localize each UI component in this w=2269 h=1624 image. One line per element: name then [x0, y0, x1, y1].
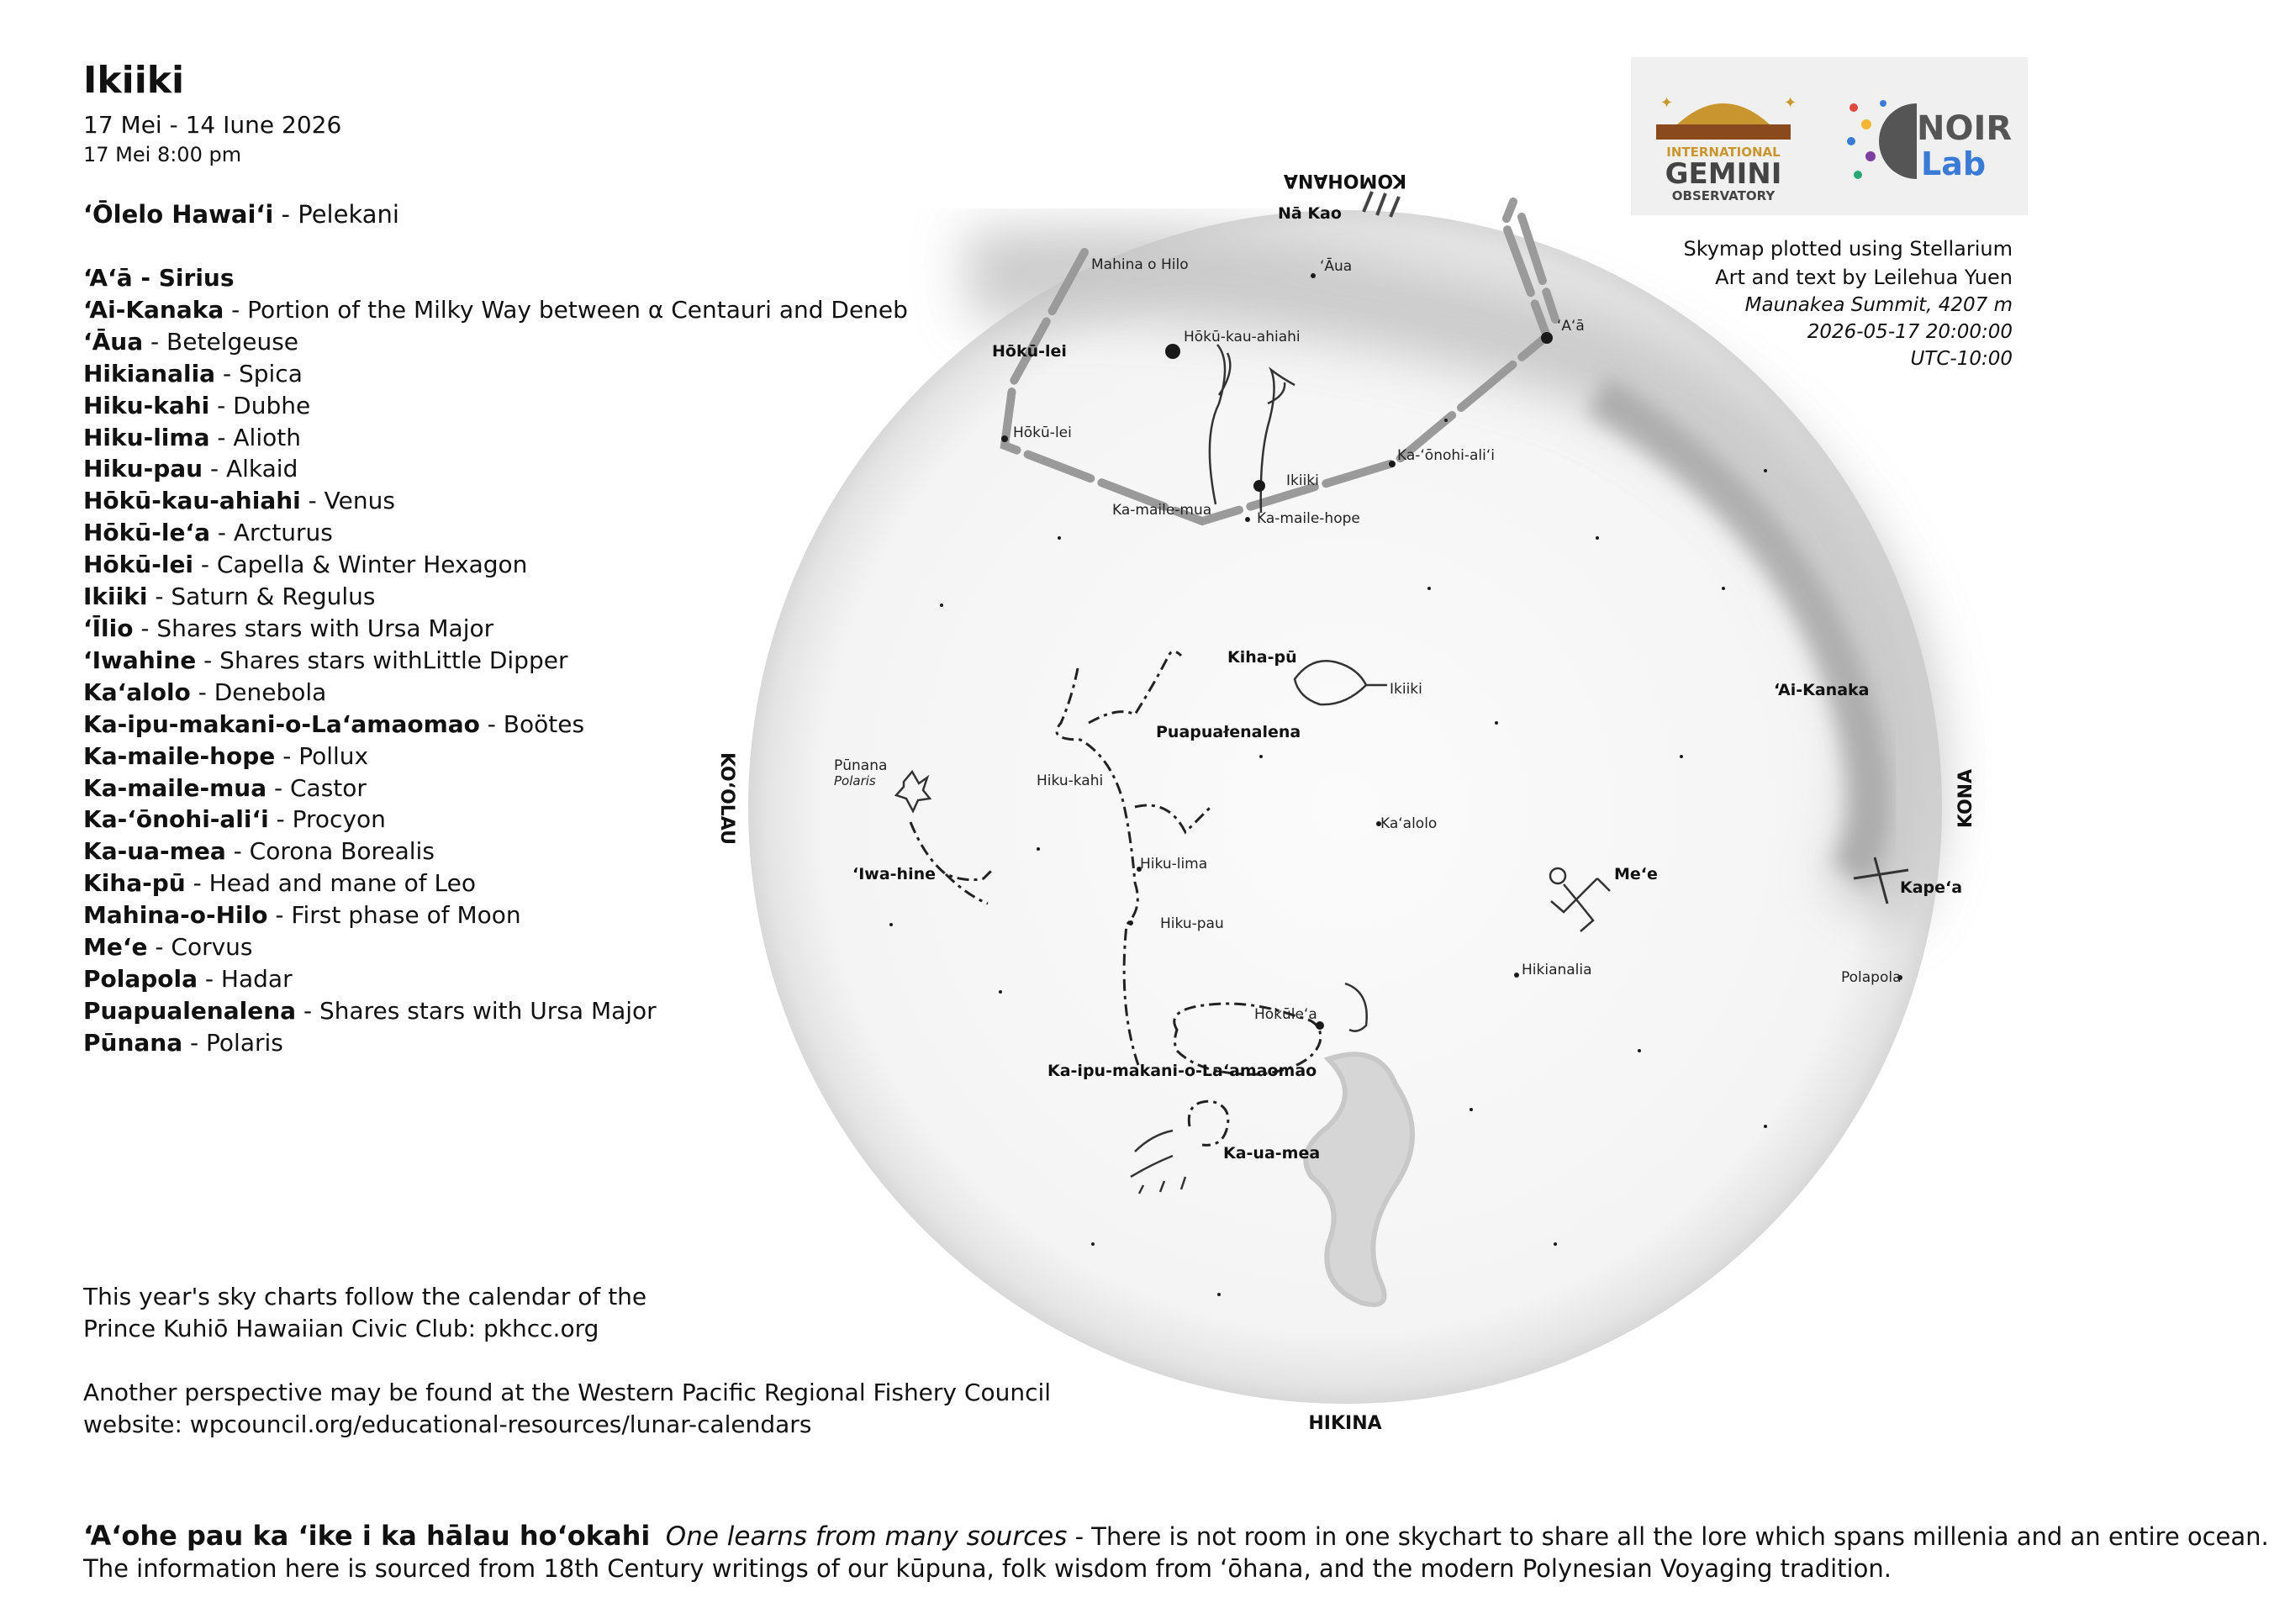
legend-item	[83, 836, 908, 867]
label-mahina-o-hilo: Mahina o Hilo	[1091, 256, 1189, 273]
legend-desc: - Boötes	[479, 709, 585, 738]
legend-desc: - Hadar	[198, 964, 293, 993]
legend-item	[83, 963, 908, 995]
legend-item	[83, 326, 908, 358]
page-title: Ikiiki	[83, 59, 185, 102]
label-hoku-lei: Hōkū-lei	[1013, 424, 1072, 441]
sparkle-icon: ✦	[1660, 94, 1674, 112]
label-ikiiki-top: Ikiiki	[1286, 472, 1319, 489]
legend-item	[83, 358, 908, 390]
legend-term: Kaʻalolo	[83, 678, 191, 706]
footer-text1: - There is not room in one skychart to share all the lore which spans millenia and an entire ocean.	[1067, 1522, 2269, 1551]
cardinal-koolau: KOʻOLAU	[716, 751, 737, 846]
legend-term: Pūnana	[83, 1028, 183, 1057]
label-polapola: Polapola	[1841, 969, 1902, 986]
label-ka-ipu: Ka-ipu-makani-o-Laʻamaomao	[1047, 1062, 1317, 1080]
legend-term: ʻAʻā - Sirius	[83, 264, 235, 292]
logo-panel	[1631, 57, 2028, 215]
legend-term: Ka-ua-mea	[83, 837, 226, 866]
legend-item	[83, 517, 908, 549]
legend-term: Hiku-lima	[83, 423, 210, 451]
language-line	[83, 200, 399, 229]
gemini-line1: INTERNATIONAL	[1666, 145, 1781, 160]
footer-line1	[83, 1520, 2269, 1552]
label-aua: ʻĀua	[1320, 258, 1353, 275]
legend-desc: - Alkaid	[203, 455, 298, 483]
perspective-note-line1: Another perspective may be found at the Western Pacific Regional Fishery Council	[83, 1379, 1052, 1406]
legend-term: Polapola	[83, 964, 198, 993]
label-kaalolo: Kaʻalolo	[1380, 815, 1438, 832]
legend-desc: - Head and mane of Leo	[185, 869, 476, 898]
noirlab-logo	[1847, 100, 2012, 182]
legend-item	[83, 1027, 908, 1059]
label-iwa-hine: ʻIwa-hine	[852, 865, 936, 883]
legend-term: ʻAi-Kanaka	[83, 295, 224, 324]
legend-desc: - Castor	[266, 773, 367, 802]
legend-term: Hikianalia	[83, 359, 216, 388]
calendar-note-line1: This year's sky charts follow the calendar of the	[83, 1283, 647, 1310]
legend-term: ʻĀua	[83, 327, 144, 356]
calendar-note-line2: Prince Kuhiō Hawaiian Civic Club: pkhcc.org	[83, 1315, 599, 1342]
legend-term: Hōkū-lei	[83, 551, 194, 579]
language-separator: -	[273, 200, 298, 229]
legend-item	[83, 485, 908, 517]
label-hikianalia: Hikianalia	[1522, 962, 1592, 978]
legend-term: Ka-ipu-makani-o-Laʻamaomao	[83, 709, 480, 738]
legend-desc: - Corvus	[147, 933, 253, 962]
label-puapualenalena: Puapuałenalena	[1156, 723, 1301, 741]
label-mee: Meʻe	[1614, 865, 1658, 883]
legend-term: ʻĪlio	[83, 614, 134, 642]
credits-timestamp: 2026-05-17 20:00:00	[1807, 321, 2013, 343]
label-na-kao: Nā Kao	[1278, 204, 1342, 223]
legend-item	[83, 422, 908, 454]
footer-translation: One learns from many sources	[665, 1521, 1068, 1552]
label-hoku-kau-ahiahi: Hōkū-kau-ahiahi	[1184, 329, 1301, 345]
legend-item	[83, 741, 908, 772]
label-ai-kanaka: ʻAi-Kanaka	[1774, 681, 1870, 699]
legend-desc: - Shares stars with Ursa Major	[133, 614, 494, 642]
star-legend	[83, 262, 908, 1059]
legend-term: ʻIwahine	[83, 646, 197, 674]
legend-desc: - Alioth	[209, 423, 301, 451]
legend-desc: - Shares stars withLittle Dipper	[196, 646, 568, 674]
legend-item	[83, 613, 908, 645]
legend-desc: - Procyon	[268, 805, 386, 834]
legend-item	[83, 772, 908, 804]
legend-item	[83, 645, 908, 677]
legend-desc: - Dubhe	[209, 391, 311, 419]
legend-item	[83, 995, 908, 1027]
label-aa: ʻAʻā	[1557, 318, 1585, 335]
label-hiku-pau: Hiku-pau	[1160, 915, 1224, 932]
credits-location: Maunakea Summit, 4207 m	[1744, 294, 2013, 316]
legend-desc: - Saturn & Regulus	[147, 583, 376, 611]
legend-item	[83, 453, 908, 485]
legend-term: Ikiiki	[83, 583, 148, 611]
calendar-note	[83, 1281, 646, 1345]
legend-item	[83, 262, 908, 294]
cardinal-kona: KONA	[1955, 768, 1976, 829]
legend-item	[83, 931, 908, 963]
cardinal-hikina: HIKINA	[1308, 1413, 1382, 1434]
legend-term: Puapualenalena	[83, 996, 297, 1025]
chart-datetime: 17 Mei 8:00 pm	[83, 143, 242, 166]
credits-line1: Skymap plotted using Stellarium	[1683, 237, 2013, 261]
credits-line2: Art and text by Leilehua Yuen	[1715, 266, 2013, 289]
legend-term: Ka-maile-mua	[83, 773, 267, 802]
legend-term: Hiku-pau	[83, 455, 203, 483]
footer-proverb: ʻAʻohe pau ka ʻike i ka hālau hoʻokahi	[83, 1520, 651, 1552]
legend-desc: - Pollux	[275, 741, 369, 770]
perspective-note	[83, 1377, 1051, 1441]
legend-term: Hiku-kahi	[83, 391, 210, 419]
label-ka-onohi-alii: Ka-ʻōnohi-aliʻi	[1397, 447, 1496, 464]
gemini-line2: GEMINI	[1665, 157, 1782, 191]
legend-desc: - Betelgeuse	[143, 327, 299, 356]
perspective-note-line2: website: wpcouncil.org/educational-resources/lunar-calendars	[83, 1410, 812, 1438]
date-range: 17 Mei - 14 Iune 2026	[83, 111, 342, 139]
label-hiku-lima: Hiku-lima	[1140, 856, 1208, 873]
legend-desc: - Spica	[215, 359, 303, 388]
legend-item	[83, 899, 908, 931]
legend-desc: - Corona Borealis	[225, 837, 435, 866]
gemini-logo	[1656, 94, 1797, 203]
legend-term: Kiha-pū	[83, 869, 186, 898]
sparkle-icon: ✦	[1784, 94, 1797, 112]
legend-desc: - Portion of the Milky Way between α Centauri and Deneb	[224, 295, 908, 324]
label-ka-maile-mua: Ka-maile-mua	[1112, 502, 1212, 519]
noir-line2: Lab	[1921, 145, 1987, 182]
footer-line2: The information here is sourced from 18th Century writings of our kūpuna, folk wisdom from ʻōhana, and the modern Polynesian Voyaging tradition.	[83, 1554, 1892, 1583]
legend-item	[83, 804, 908, 836]
legend-item	[83, 677, 908, 709]
credits-timezone: UTC-10:00	[1910, 348, 2013, 370]
legend-term: Hōkū-leʻa	[83, 519, 210, 547]
legend-term: Ka-ʻōnohi-aliʻi	[83, 805, 269, 834]
label-polaris: Polaris	[834, 773, 876, 788]
language-value: Pelekani	[298, 200, 399, 229]
language-name: ʻŌlelo Hawaiʻi	[83, 200, 274, 229]
label-kiha-pu: Kiha-pū	[1227, 648, 1297, 667]
legend-term: Meʻe	[83, 933, 148, 962]
legend-desc: - Capella & Winter Hexagon	[193, 551, 528, 579]
legend-term: Mahina-o-Hilo	[83, 901, 268, 930]
gemini-line3: OBSERVATORY	[1671, 188, 1776, 203]
label-hoku-lei-bold: Hōkū-lei	[992, 342, 1067, 361]
label-ka-maile-hope: Ka-maile-hope	[1257, 510, 1360, 527]
legend-item	[83, 294, 908, 326]
legend-desc: - First phase of Moon	[267, 901, 521, 930]
label-ka-ua-mea: Ka-ua-mea	[1223, 1144, 1321, 1163]
legend-term: Hōkū-kau-ahiahi	[83, 487, 301, 515]
legend-item	[83, 549, 908, 581]
legend-desc: - Arcturus	[209, 519, 333, 547]
label-hiku-kahi: Hiku-kahi	[1037, 772, 1104, 789]
legend-item	[83, 581, 908, 613]
legend-term: Ka-maile-hope	[83, 741, 276, 770]
cardinal-komohana: KOMOHANA	[1283, 170, 1407, 191]
label-kapea: Kapeʻa	[1900, 878, 1963, 897]
noir-line1: NOIR	[1917, 109, 2013, 148]
legend-desc: - Polaris	[182, 1028, 283, 1057]
legend-desc: - Venus	[300, 487, 395, 515]
label-hokulea: Hōkūleʻa	[1254, 1006, 1317, 1023]
legend-item	[83, 390, 908, 422]
label-ikiiki: Ikiiki	[1390, 681, 1422, 698]
label-punana: Pūnana	[834, 757, 888, 774]
legend-item	[83, 709, 908, 741]
legend-desc: - Shares stars with Ursa Major	[296, 996, 657, 1025]
legend-item	[83, 867, 908, 899]
legend-desc: - Denebola	[190, 678, 327, 706]
